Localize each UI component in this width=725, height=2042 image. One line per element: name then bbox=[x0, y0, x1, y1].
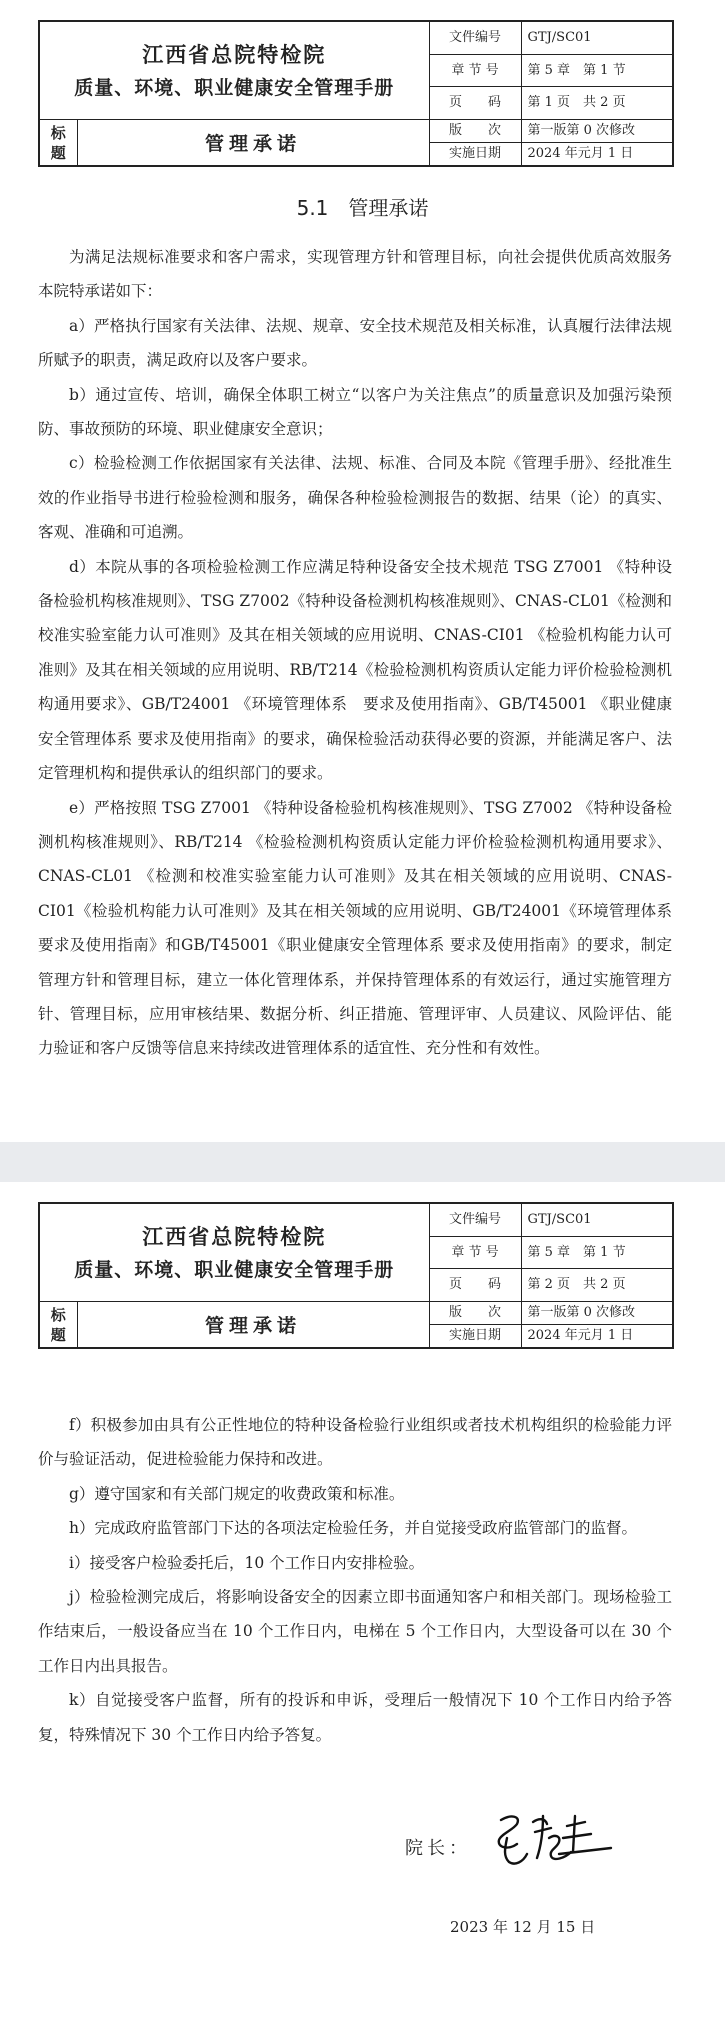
title-tag: 标题 bbox=[39, 120, 77, 167]
signature-label: 院长： bbox=[405, 1838, 471, 1859]
label-page: 页 码 bbox=[429, 1269, 521, 1302]
paragraph-d: d）本院从事的各项检验检测工作应满足特种设备安全技术规范 TSG Z7001 《特种设备检验机构核准规则》、TSG Z7002《特种设备检测机构核准规则》、CNAS-CL01《检测和校准实验室能力认可准则》及其在相关领域的应用说明、CNAS-CI01 《检验机构能力认可准则》及其在相关领域的应用说明、RB/T214《检验检测机构资质认定能力评价检验检测机构通用要求》、GB/T24001 《环境管理体系 要求及使用指南》、GB/T45001 《职业健康安全管理体系 要求及使用指南》的要求，确保检验活动获得必要的资源，并能满足客户、法定管理机构和提供承认的组织部门的要求。 bbox=[38, 557, 672, 783]
label-edition: 版 次 bbox=[429, 1302, 521, 1325]
label-chapter: 章 节 号 bbox=[429, 1236, 521, 1269]
label-date: 实施日期 bbox=[429, 1325, 521, 1349]
value-page: 第 2 页 共 2 页 bbox=[521, 1269, 673, 1302]
value-date: 2024 年元月 1 日 bbox=[521, 143, 673, 167]
label-chapter: 章 节 号 bbox=[429, 54, 521, 87]
org-name: 江西省总院特检院 bbox=[142, 41, 327, 67]
value-edition: 第一版第 0 次修改 bbox=[521, 1302, 673, 1325]
header-table-2 bbox=[38, 1202, 674, 1349]
label-date: 实施日期 bbox=[429, 143, 521, 167]
paragraph-b: b）通过宣传、培训，确保全体职工树立“以客户为关注焦点”的质量意识及加强污染预防、事故预防的环境、职业健康安全意识； bbox=[38, 385, 672, 439]
paragraph-c: c）检验检测工作依据国家有关法律、法规、标准、合同及本院《管理手册》、经批准生效的作业指导书进行检验检测和服务，确保各种检验检测报告的数据、结果（论）的真实、客观、准确和可追溯。 bbox=[38, 454, 672, 542]
value-date: 2024 年元月 1 日 bbox=[521, 1325, 673, 1349]
page2-body bbox=[38, 1408, 672, 1752]
sign-date: 2023 年 12 月 15 日 bbox=[450, 1918, 596, 1936]
title-tag: 标题 bbox=[39, 1302, 77, 1349]
label-page: 页 码 bbox=[429, 87, 521, 120]
value-page: 第 1 页 共 2 页 bbox=[521, 87, 673, 120]
paragraph-i: i）接受客户检验委托后，10 个工作日内安排检验。 bbox=[69, 1553, 425, 1572]
section-heading: 5.1 管理承诺 bbox=[296, 196, 429, 220]
paragraph-k: k）自觉接受客户监督，所有的投诉和申诉，受理后一般情况下 10 个工作日内给予答复，特殊情况下 30 个工作日内给予答复。 bbox=[38, 1691, 672, 1744]
value-edition: 第一版第 0 次修改 bbox=[521, 120, 673, 143]
value-chapter: 第 5 章 第 1 节 bbox=[521, 54, 673, 87]
org-name: 江西省总院特检院 bbox=[142, 1223, 327, 1249]
label-doc-no: 文件编号 bbox=[429, 21, 521, 54]
page1-body bbox=[38, 240, 688, 1066]
paragraph-g: g）遵守国家和有关部门规定的收费政策和标准。 bbox=[69, 1484, 405, 1503]
manual-name: 质量、环境、职业健康安全管理手册 bbox=[74, 76, 395, 99]
paragraph-intro: 为满足法规标准要求和客户需求，实现管理方针和管理目标，向社会提供优质高效服务本院特承诺如下： bbox=[38, 248, 672, 301]
paragraph-a: a）严格执行国家有关法律、法规、规章、安全技术规范及相关标准，认真履行法律法规所赋予的职责，满足政府以及客户要求。 bbox=[38, 316, 672, 370]
value-chapter: 第 5 章 第 1 节 bbox=[521, 1236, 673, 1269]
section-title: 管理承诺 bbox=[77, 120, 429, 167]
org-cell bbox=[39, 1203, 429, 1302]
label-doc-no: 文件编号 bbox=[429, 1203, 521, 1236]
handwritten-signature bbox=[487, 1808, 617, 1870]
label-edition: 版 次 bbox=[429, 120, 521, 143]
paragraph-j: j）检验检测完成后，将影响设备安全的因素立即书面通知客户和相关部门。现场检验工作结束后，一般设备应当在 10 个工作日内，电梯在 5 个工作日内，大型设备可以在 30 个工作日内出具报告。 bbox=[38, 1588, 672, 1675]
paragraph-f: f）积极参加由具有公正性地位的特种设备检验行业组织或者技术机构组织的检验能力评价与验证活动，促进检验能力保持和改进。 bbox=[38, 1416, 672, 1469]
manual-name: 质量、环境、职业健康安全管理手册 bbox=[74, 1258, 395, 1281]
section-title: 管理承诺 bbox=[77, 1302, 429, 1349]
header-table bbox=[38, 20, 674, 167]
paragraph-e: e）严格按照 TSG Z7001 《特种设备检验机构核准规则》、TSG Z7002 《特种设备检测机构核准规则》、RB/T214 《检验检测机构资质认定能力评价检验检测机构通用要求》、CNAS-CL01 《检测和校准实验室能力认可准则》及其在相关领域的应用说明、CNAS-CI01《检验机构能力认可准则》及其在相关领域的应用说明、GB/T24001《环境管理体系 要求及使用指南》和GB/T45001《职业健康安全管理体系 要求及使用指南》的要求，制定管理方针和管理目标，建立一体化管理体系，并保持管理体系的有效运行，通过实施管理方针、管理目标，应用审核结果、数据分析、纠正措施、管理评审、人员建议、风险评估、能力验证和客户反馈等信息来持续改进管理体系的适宜性、充分性和有效性。 bbox=[38, 798, 688, 1058]
org-cell bbox=[39, 21, 429, 120]
value-doc-no: GTJ/SC01 bbox=[521, 1203, 673, 1236]
value-doc-no: GTJ/SC01 bbox=[521, 21, 673, 54]
paragraph-h: h）完成政府监管部门下达的各项法定检验任务，并自觉接受政府监管部门的监督。 bbox=[69, 1519, 637, 1538]
